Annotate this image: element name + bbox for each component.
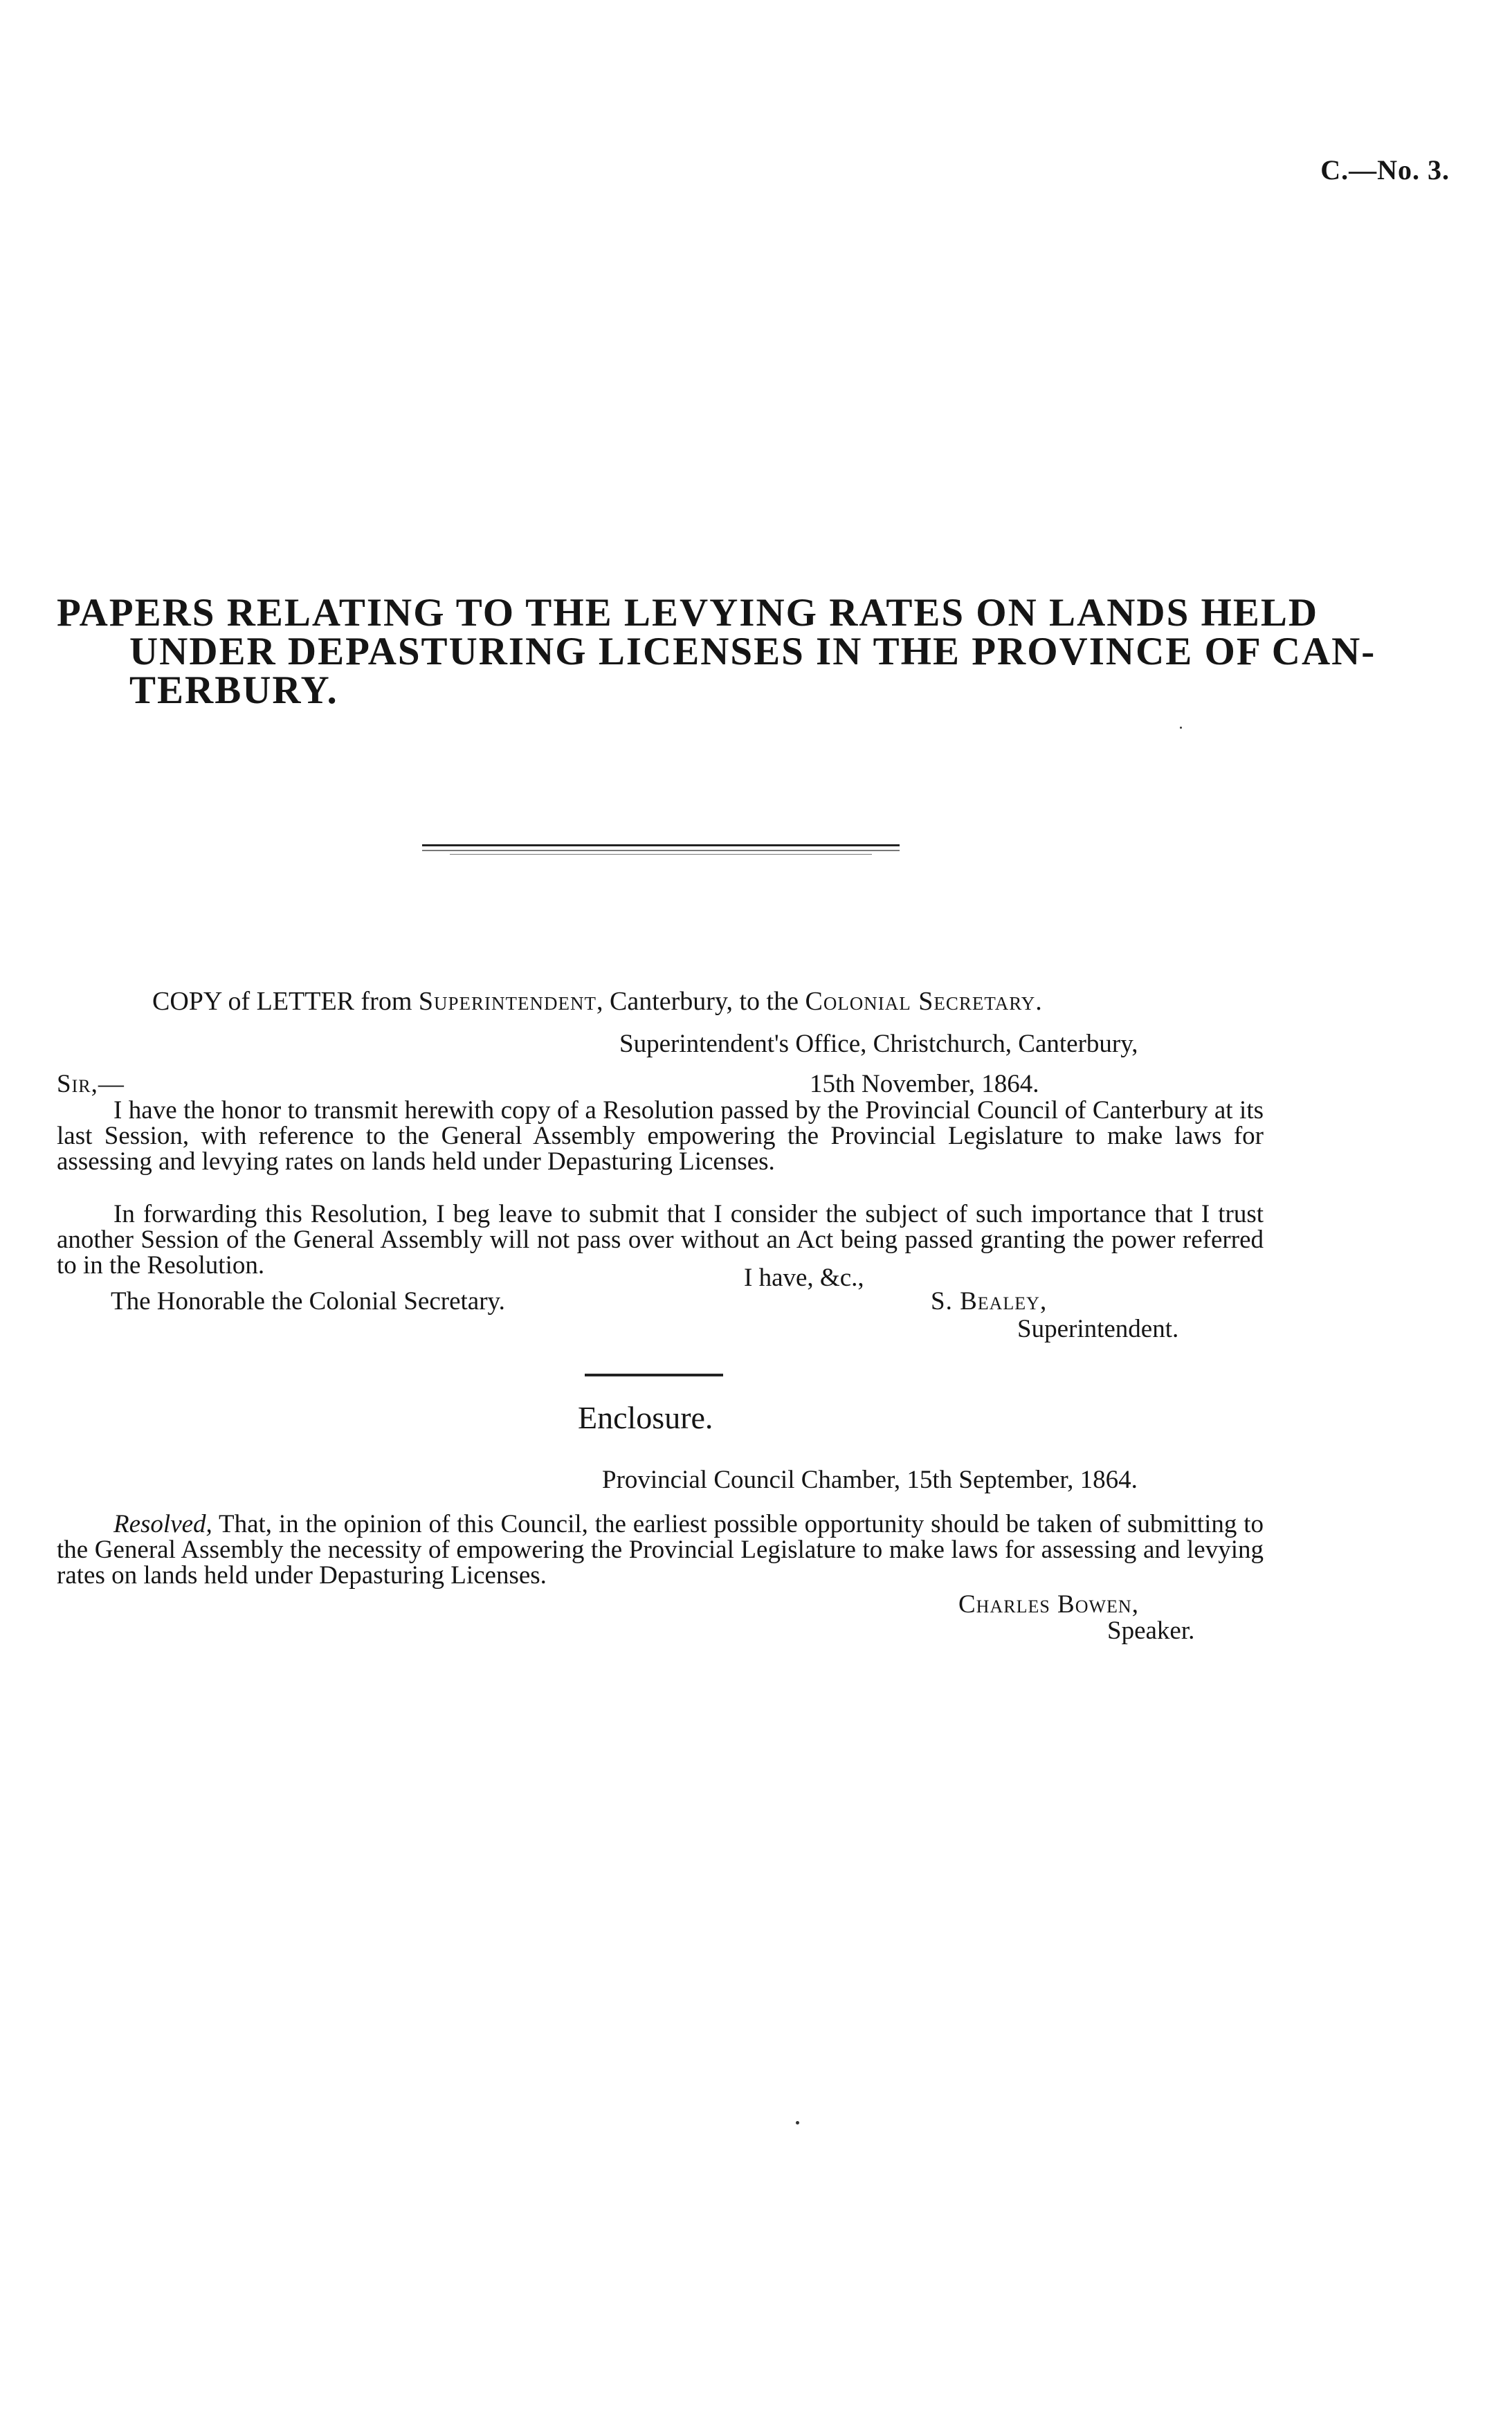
letter-heading-to: Colonial Secretary <box>805 987 1036 1016</box>
title-line-1: PAPERS RELATING TO THE LEVYING RATES ON LANDS HELD <box>57 591 1319 635</box>
decorative-divider <box>422 844 900 858</box>
letter-salutation: Sir,— <box>57 1070 125 1098</box>
enclosure-signer-title: Speaker. <box>1107 1617 1195 1645</box>
document-reference-number: C.—No. 3. <box>1320 154 1450 185</box>
print-speck <box>1180 727 1182 729</box>
title-line-2: UNDER DEPASTURING LICENSES IN THE PROVINCE OF CAN- <box>129 630 1376 673</box>
letter-office-address: Superintendent's Office, Christchurch, Canterbury, <box>619 1030 1138 1058</box>
letter-heading-middle: , Canterbury, to the <box>596 987 799 1016</box>
enclosure-location-date: Provincial Council Chamber, 15th September, 1864. <box>602 1466 1138 1494</box>
print-speck <box>796 2121 799 2125</box>
letter-paragraph-2: In forwarding this Resolution, I beg leave to submit that I consider the subject of such importance that I trust another Session of the General Assembly will not pass over without an Act being passed granting the power referred to in the Resolution. <box>57 1200 1264 1280</box>
title-line-3: TERBURY. <box>129 668 338 712</box>
section-divider <box>585 1374 723 1376</box>
enclosure-signer: Charles Bowen, <box>958 1590 1139 1619</box>
letter-date: 15th November, 1864. <box>810 1070 1039 1098</box>
resolved-word: Resolved, <box>113 1510 212 1538</box>
letter-heading-prefix: COPY of LETTER from <box>152 987 412 1016</box>
document-title <box>57 591 1376 712</box>
letter-recipient: The Honorable the Colonial Secretary. <box>111 1287 505 1316</box>
letter-heading-from: Superintendent <box>418 987 596 1016</box>
enclosure-resolution <box>57 1511 1264 1588</box>
letter-heading-end: . <box>1035 987 1042 1016</box>
letter-signer: S. Bealey, <box>931 1287 1048 1316</box>
letter-closing: I have, &c., <box>744 1264 864 1292</box>
enclosure-heading: Enclosure. <box>578 1400 713 1435</box>
letter-paragraph-1: I have the honor to transmit herewith copy of a Resolution passed by the Provincial Council of Canterbury at its last Session, with reference to the General Assembly empowering the Provincial Legislature to make laws for assessing and levying rates on lands held under Depasturing Licenses. <box>57 1096 1264 1176</box>
resolution-text: That, in the opinion of this Council, the earliest possible opportunity should be taken of submitting to the General Assembly the necessity of empowering the Provincial Legislature to make laws for assessing and levying rates on lands held under Depasturing Licenses. <box>57 1510 1264 1590</box>
letter-heading <box>152 988 1042 1015</box>
letter-signer-title: Superintendent. <box>1017 1315 1179 1343</box>
